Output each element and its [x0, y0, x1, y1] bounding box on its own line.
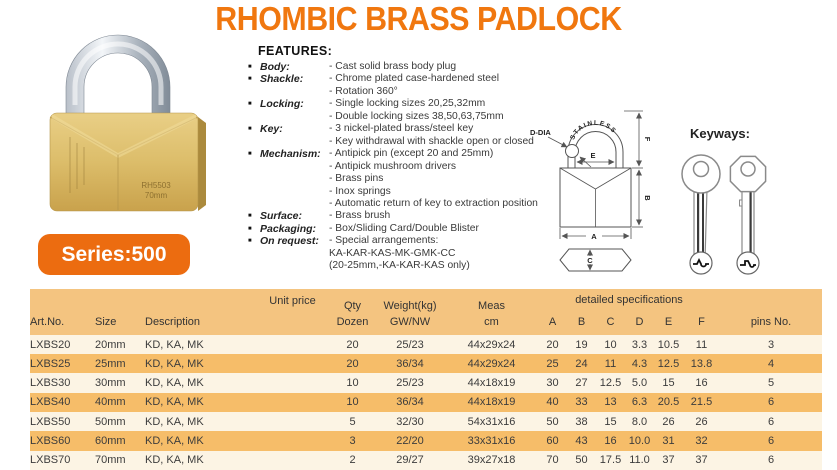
col-header-description: Description [145, 315, 201, 328]
cell-B: 24 [575, 357, 588, 370]
cell-F: 13.8 [690, 357, 713, 370]
feature-label [260, 173, 329, 185]
cell-weight: 32/30 [396, 415, 424, 428]
cell-F: 16 [695, 377, 708, 390]
bullet-icon: ■ [248, 76, 252, 83]
feature-line [248, 123, 538, 135]
spec-table [30, 289, 822, 470]
bullet-icon [248, 136, 260, 148]
feature-line [248, 198, 538, 210]
table-row [30, 431, 822, 450]
bullet-icon: ■ [248, 213, 252, 220]
feature-value: (20-25mm,-KA-KAR-KAS only) [329, 260, 470, 272]
cell-F: 11 [695, 338, 708, 351]
feature-value: - Key withdrawal with shackle open or closed [329, 135, 534, 147]
feature-label [260, 86, 329, 98]
feature-value: - Brass brush [329, 210, 391, 222]
feature-value: - Single locking sizes 20,25,32mm [329, 98, 486, 110]
feature-value: - Brass pins [329, 173, 384, 185]
feature-line [248, 111, 538, 123]
table-row [30, 354, 822, 373]
cell-size: 25mm [95, 357, 126, 370]
cell-size: 70mm [95, 454, 126, 467]
table-row [30, 393, 822, 412]
cell-pins: 6 [767, 415, 775, 428]
col-header-qty: Qty Dozen [336, 300, 369, 328]
feature-value: - Cast solid brass body plug [329, 61, 457, 72]
cell-D: 5.0 [631, 377, 648, 390]
cell-size: 20mm [95, 338, 126, 351]
keyway-profile-2 [737, 252, 759, 274]
cell-weight: 36/34 [396, 357, 424, 370]
cell-F: 21.5 [690, 396, 713, 409]
cell-description: KD, KA, MK [145, 377, 204, 390]
d-dia-circle [566, 145, 579, 158]
feature-line [248, 73, 538, 85]
cell-B: 27 [575, 377, 588, 390]
cell-size: 50mm [95, 415, 126, 428]
bullet-icon: ■ [248, 225, 252, 232]
cell-C: 12.5 [599, 377, 622, 390]
cell-A: 70 [546, 454, 559, 467]
feature-value: - Inox springs [329, 185, 391, 197]
col-header-pins: pins No. [750, 315, 792, 328]
cell-A: 60 [546, 435, 559, 447]
col-header-F: F [698, 315, 705, 328]
table-row [30, 451, 822, 470]
cell-weight: 25/23 [396, 377, 424, 390]
padlock-body-graphic [50, 113, 206, 211]
cell-A: 30 [546, 377, 559, 390]
feature-value: - Automatic return of key to extraction position [329, 197, 538, 209]
bullet-icon [248, 86, 260, 98]
features-list [248, 61, 538, 273]
feature-label [260, 161, 329, 173]
bullet-icon [248, 198, 260, 210]
feature-line [248, 98, 538, 110]
features-heading: FEATURES: [258, 44, 333, 58]
cell-meas: 39x27x18 [467, 454, 516, 467]
cell-D: 6.3 [631, 396, 648, 409]
cell-meas: 44x29x24 [467, 338, 516, 351]
dim-e-label: E [590, 151, 596, 160]
cell-E: 10.5 [657, 338, 680, 351]
keyways-heading: Keyways: [690, 126, 750, 141]
col-header-C: C [606, 315, 615, 328]
cell-E: 26 [662, 415, 675, 428]
feature-value: - Chrome plated case-hardened steel [329, 73, 499, 85]
cell-D: 11.0 [629, 454, 650, 467]
cell-description: KD, KA, MK [145, 338, 204, 351]
cell-weight: 25/23 [396, 338, 424, 351]
feature-label [260, 260, 329, 272]
feature-line [248, 223, 538, 235]
feature-line [248, 136, 538, 148]
feature-value: - Double locking sizes 38,50,63,75mm [329, 110, 504, 122]
cell-E: 20.5 [657, 396, 680, 409]
cell-description: KD, KA, MK [145, 396, 204, 409]
cell-unit_price [255, 373, 330, 392]
diagram-bottom-view [560, 249, 631, 271]
cell-F: 26 [695, 415, 708, 428]
cell-F: 37 [695, 454, 708, 467]
cell-unit_price [255, 431, 330, 450]
col-header-E: E [664, 315, 673, 328]
table-row [30, 412, 822, 431]
cell-qty: 2 [349, 454, 356, 467]
body-engraving-model: RH5503 [141, 181, 171, 190]
cell-pins: 3 [767, 338, 775, 351]
col-header-meas: Meas cm [478, 300, 505, 328]
bullet-icon [248, 186, 260, 198]
feature-line [248, 61, 538, 73]
cell-art_no: LXBS20 [30, 338, 71, 351]
cell-F: 32 [695, 435, 708, 447]
feature-label: Body: [260, 61, 290, 73]
cell-art_no: LXBS30 [30, 377, 71, 390]
cell-A: 50 [546, 415, 559, 428]
col-header-art-no: Art.No. [30, 315, 65, 328]
shackle-graphic [66, 35, 170, 119]
feature-value: KA-KAR-KAS-MK-GMK-CC [329, 247, 456, 259]
cell-unit_price [255, 393, 330, 412]
feature-label: Shackle: [260, 73, 304, 86]
cell-E: 12.5 [657, 357, 680, 370]
cell-meas: 44x29x24 [467, 357, 516, 370]
feature-label: Packaging: [260, 222, 317, 235]
cell-weight: 36/34 [396, 396, 424, 409]
col-header-weight: Weight(kg) GW/NW [383, 300, 437, 328]
cell-description: KD, KA, MK [145, 435, 204, 447]
feature-value: - 3 nickel-plated brass/steel key [329, 123, 474, 135]
col-header-size: Size [95, 315, 117, 328]
cell-size: 60mm [95, 435, 126, 447]
dim-c-label: C [587, 256, 593, 265]
cell-pins: 4 [767, 357, 775, 370]
feature-label [260, 248, 329, 260]
col-header-unit-price: Unit price [269, 295, 316, 307]
cell-description: KD, KA, MK [145, 415, 204, 428]
key-round-head [682, 155, 720, 265]
cell-pins: 6 [767, 454, 775, 467]
cell-weight: 22/20 [396, 435, 424, 447]
bullet-icon [248, 111, 260, 123]
col-header-B: B [577, 315, 586, 328]
bullet-icon [248, 260, 260, 272]
feature-label: Key: [260, 123, 283, 136]
stainless-label: STAINLESS [569, 119, 618, 141]
bullet-icon: ■ [248, 101, 252, 108]
feature-label: Mechanism: [260, 148, 321, 161]
cell-description: KD, KA, MK [145, 357, 204, 370]
feature-line [248, 148, 538, 160]
cell-art_no: LXBS40 [30, 396, 71, 409]
cell-description: KD, KA, MK [145, 454, 204, 467]
bullet-icon [248, 248, 260, 260]
dimension-diagram [528, 100, 688, 280]
cell-C: 17.5 [599, 454, 622, 467]
cell-unit_price [255, 412, 330, 431]
cell-art_no: LXBS50 [30, 415, 71, 428]
feature-line [248, 260, 538, 272]
cell-A: 20 [546, 338, 559, 351]
bullet-icon: ■ [248, 151, 252, 158]
dim-b-label: B [643, 195, 652, 201]
feature-line [248, 173, 538, 185]
cell-A: 25 [546, 357, 559, 370]
cell-pins: 6 [767, 435, 775, 447]
feature-value: - Special arrangements: [329, 235, 439, 247]
cell-meas: 54x31x16 [467, 415, 516, 428]
feature-line [248, 210, 538, 222]
cell-B: 50 [575, 454, 588, 467]
col-header-A: A [548, 315, 557, 328]
table-row [30, 373, 822, 392]
cell-meas: 44x18x19 [467, 396, 516, 409]
feature-line [248, 86, 538, 98]
feature-line [248, 248, 538, 260]
feature-label [260, 198, 329, 210]
cell-A: 40 [546, 396, 559, 409]
cell-qty: 10 [346, 377, 359, 390]
cell-unit_price [255, 354, 330, 373]
bullet-icon: ■ [248, 126, 252, 133]
col-group-detailed-specs: detailed specifications [575, 294, 683, 306]
feature-label: Surface: [260, 210, 303, 223]
cell-D: 8.0 [631, 415, 648, 428]
cell-E: 31 [662, 435, 675, 447]
body-engraving-size: 70mm [144, 191, 168, 200]
feature-line [248, 161, 538, 173]
cell-meas: 33x31x16 [467, 435, 516, 447]
cell-meas: 44x18x19 [467, 377, 516, 390]
feature-line [248, 235, 538, 247]
cell-C: 16 [604, 435, 617, 447]
feature-label: On request: [260, 235, 319, 248]
cell-C: 13 [604, 396, 617, 409]
cell-B: 19 [575, 338, 588, 351]
feature-label [260, 186, 329, 198]
keyways-graphic [678, 153, 773, 278]
keyway-profile-1 [690, 252, 712, 274]
cell-C: 11 [604, 357, 617, 370]
series-badge: Series:500 [38, 234, 190, 275]
dim-f-label: F [643, 136, 652, 142]
table-row [30, 335, 822, 354]
cell-C: 10 [604, 338, 617, 351]
cell-qty: 5 [349, 415, 356, 428]
cell-C: 15 [604, 415, 617, 428]
cell-unit_price [255, 335, 330, 354]
bullet-icon [248, 161, 260, 173]
cell-qty: 3 [349, 435, 356, 447]
feature-value: - Box/Sliding Card/Double Blister [329, 222, 479, 234]
cell-E: 37 [662, 454, 675, 467]
cell-pins: 6 [767, 396, 775, 409]
feature-label [260, 111, 329, 123]
page-title: RHOMBIC BRASS PADLOCK [215, 0, 622, 37]
feature-label: Locking: [260, 98, 304, 111]
feature-line [248, 186, 538, 198]
feature-value: - Rotation 360° [329, 85, 398, 97]
cell-D: 10.0 [628, 435, 651, 447]
spec-table-body [30, 335, 822, 470]
bullet-icon: ■ [248, 64, 252, 70]
bullet-icon: ■ [248, 238, 252, 245]
cell-pins: 5 [767, 377, 775, 390]
padlock-photo [30, 25, 225, 235]
cell-size: 30mm [95, 377, 126, 390]
bullet-icon [248, 173, 260, 185]
cell-unit_price [255, 451, 330, 470]
feature-value: - Antipick pin (except 20 and 25mm) [329, 148, 494, 160]
cell-art_no: LXBS70 [30, 454, 71, 467]
cell-qty: 10 [346, 396, 359, 409]
cell-qty: 20 [346, 357, 359, 370]
d-dia-label: D-DIA [530, 128, 551, 137]
cell-D: 4.3 [631, 357, 648, 370]
col-header-D: D [635, 315, 644, 328]
cell-B: 33 [575, 396, 588, 409]
feature-label [260, 136, 329, 148]
table-header [30, 289, 822, 335]
cell-weight: 29/27 [396, 454, 424, 467]
cell-B: 43 [575, 435, 588, 447]
feature-value: - Antipick mushroom drivers [329, 160, 457, 172]
dim-a-label: A [591, 232, 597, 241]
cell-qty: 20 [346, 338, 359, 351]
cell-D: 3.3 [631, 338, 648, 351]
cell-art_no: LXBS25 [30, 357, 71, 370]
cell-E: 15 [662, 377, 675, 390]
cell-B: 38 [575, 415, 588, 428]
cell-art_no: LXBS60 [30, 435, 71, 447]
cell-size: 40mm [95, 396, 126, 409]
key-hex-head [730, 156, 765, 265]
